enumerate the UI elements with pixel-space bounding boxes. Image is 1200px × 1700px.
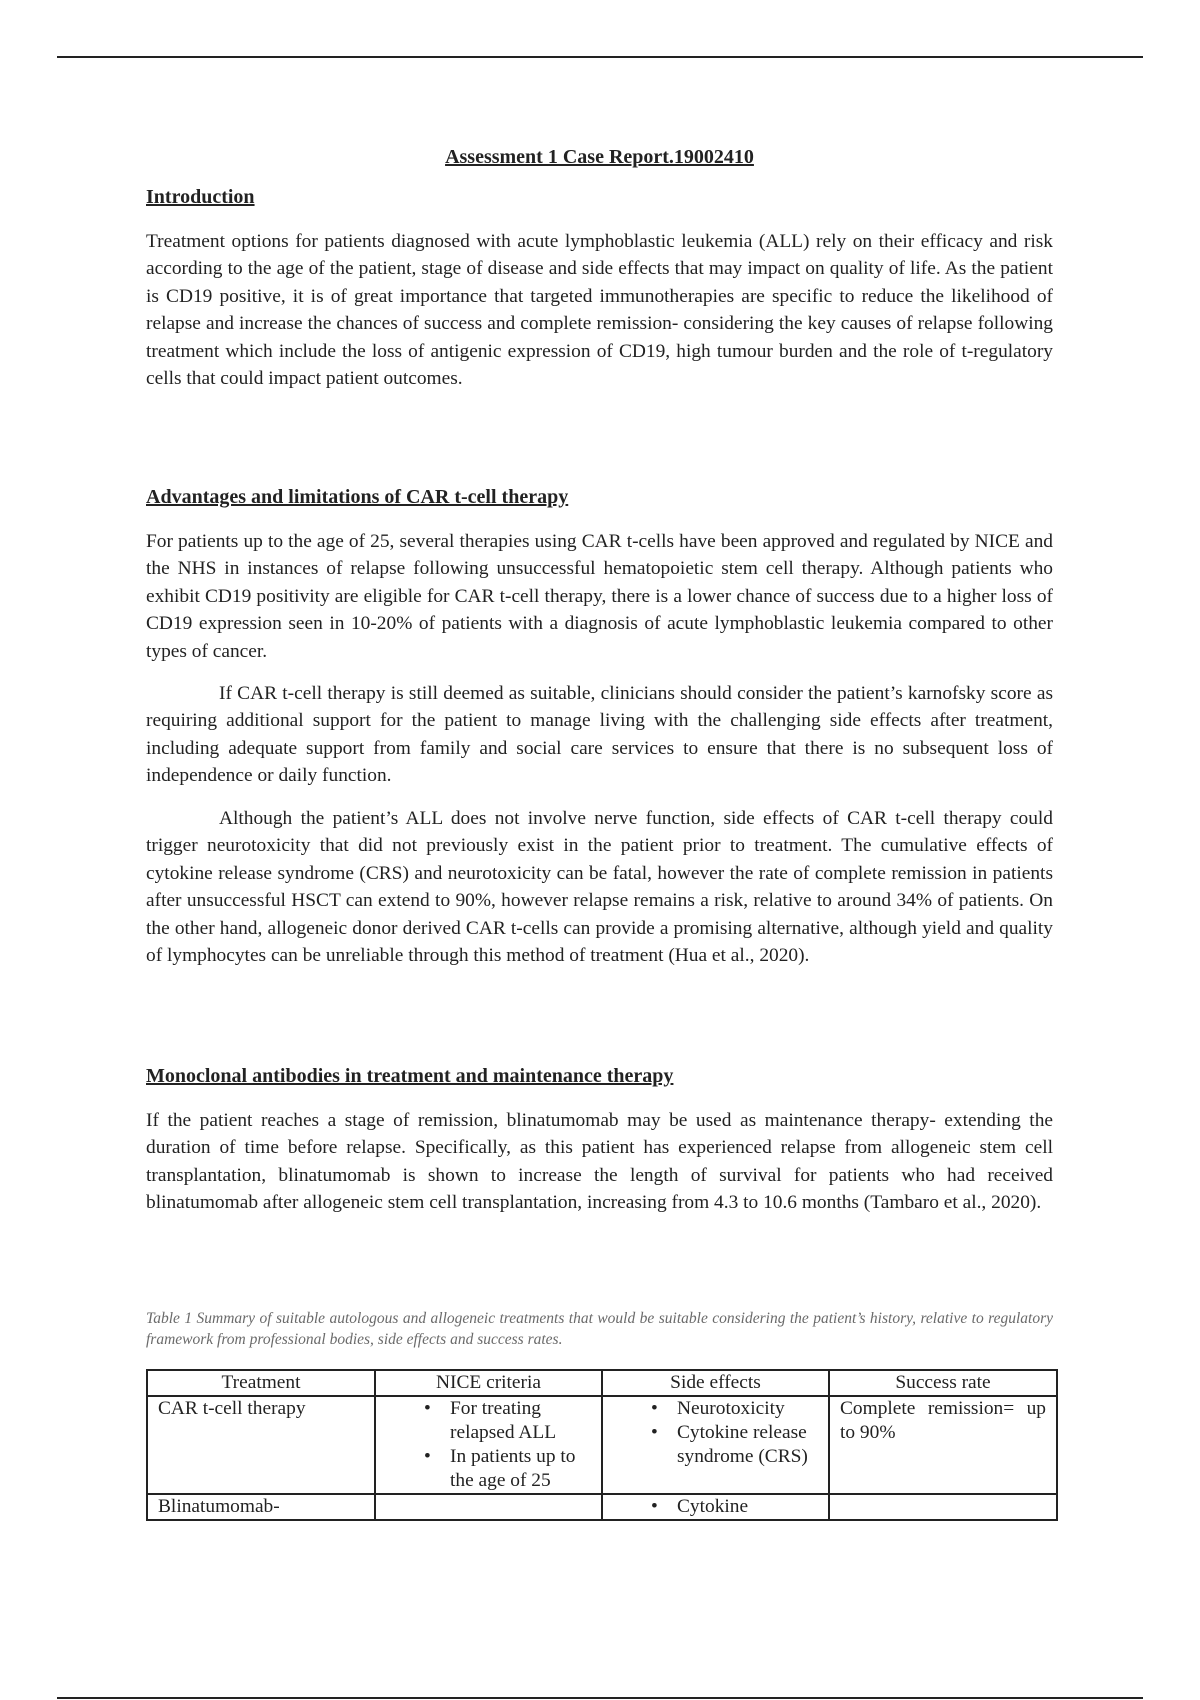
table-header-row [147, 1370, 1057, 1396]
list-item: • Cytokine [613, 1495, 818, 1519]
footer-rule [57, 1697, 1143, 1699]
list-item: • Cytokine release syndrome (CRS) [613, 1421, 818, 1469]
cell-nice-criteria [375, 1396, 602, 1494]
section-heading-monoclonal-antibodies: Monoclonal antibodies in treatment and maintenance therapy [146, 1065, 674, 1087]
car-t-cell-paragraph-1: For patients up to the age of 25, several therapies using CAR t-cells have been approved and regulated by NICE and the NHS in instances of relapse following unsuccessful hematopoietic stem cell therapy. Although patients who exhibit CD19 positivity are eligible for CAR t-cell therapy, there is a lower chance of success due to a higher loss of CD19 expression seen in 10-20% of patients with a diagnosis of acute lymphoblastic leukemia compared to other types of cancer. [146, 531, 1053, 662]
cell-treatment: CAR t-cell therapy [147, 1396, 375, 1494]
cell-success-rate [829, 1494, 1057, 1520]
car-t-cell-paragraph-2: If CAR t-cell therapy is still deemed as suitable, clinicians should consider the patient’s karnofsky score as requiring additional support for the patient to manage living with the challenging side effects after treatment, including adequate support from family and social care services to ensure that there is no subsequent loss of independence or daily function. [146, 683, 1053, 787]
section-heading-car-t-cell: Advantages and limitations of CAR t-cell therapy [146, 486, 569, 508]
cell-success-rate: Complete remission= up to 90% [829, 1396, 1057, 1494]
monoclonal-antibodies-paragraph: If the patient reaches a stage of remission, blinatumomab may be used as maintenance therapy- extending the duration of time before relapse. Specifically, as this patient has experienced relapse from allogeneic stem cell transplantation, blinatumomab is shown to increase the length of survival for patients who had received blinatumomab after allogeneic stem cell transplantation, increasing from 4.3 to 10.6 months (Tambaro et al., 2020). [146, 1110, 1053, 1214]
list-item: • For treating relapsed ALL [386, 1397, 591, 1445]
treatment-summary-table [146, 1369, 1058, 1521]
introduction-paragraph: Treatment options for patients diagnosed with acute lymphoblastic leukemia (ALL) rely on their efficacy and risk according to the age of the patient, stage of disease and side effects that may impact on quality of life. As the patient is CD19 positive, it is of great importance that targeted immunotherapies are specific to reduce the likelihood of relapse and increase the chances of success and complete remission- considering the key causes of relapse following treatment which include the loss of antigenic expression of CD19, high tumour burden and the role of t-regulatory cells that could impact patient outcomes. [146, 231, 1053, 390]
header-treatment: Treatment [147, 1370, 375, 1396]
cell-treatment: Blinatumomab- [147, 1494, 375, 1520]
list-item: • In patients up to the age of 25 [386, 1445, 591, 1493]
cell-nice-criteria [375, 1494, 602, 1520]
document-title: Assessment 1 Case Report.19002410 [445, 146, 754, 168]
cell-side-effects [602, 1396, 829, 1494]
section-heading-introduction: Introduction [146, 186, 255, 208]
car-t-cell-paragraph-3: Although the patient’s ALL does not involve nerve function, side effects of CAR t-cell therapy could trigger neurotoxicity that did not previously exist in the patient prior to treatment. The cumulative effects of cytokine release syndrome (CRS) and neurotoxicity can be fatal, however the rate of complete remission in patients after unsuccessful HSCT can extend to 90%, however relapse remains a risk, relative to around 34% of patients. On the other hand, allogeneic donor derived CAR t-cells can provide a promising alternative, although yield and quality of lymphocytes can be unreliable through this method of treatment (Hua et al., 2020). [146, 808, 1053, 967]
table-row [147, 1396, 1057, 1494]
table-caption: Table 1 Summary of suitable autologous and allogeneic treatments that would be suitable considering the patient’s history, relative to regulatory framework from professional bodies, side effects and success rates. [146, 1310, 1053, 1348]
cell-side-effects [602, 1494, 829, 1520]
header-nice-criteria: NICE criteria [375, 1370, 602, 1396]
table-row [147, 1494, 1057, 1520]
header-rule [57, 56, 1143, 58]
header-success-rate: Success rate [829, 1370, 1057, 1396]
list-item: • Neurotoxicity [613, 1397, 818, 1421]
header-side-effects: Side effects [602, 1370, 829, 1396]
